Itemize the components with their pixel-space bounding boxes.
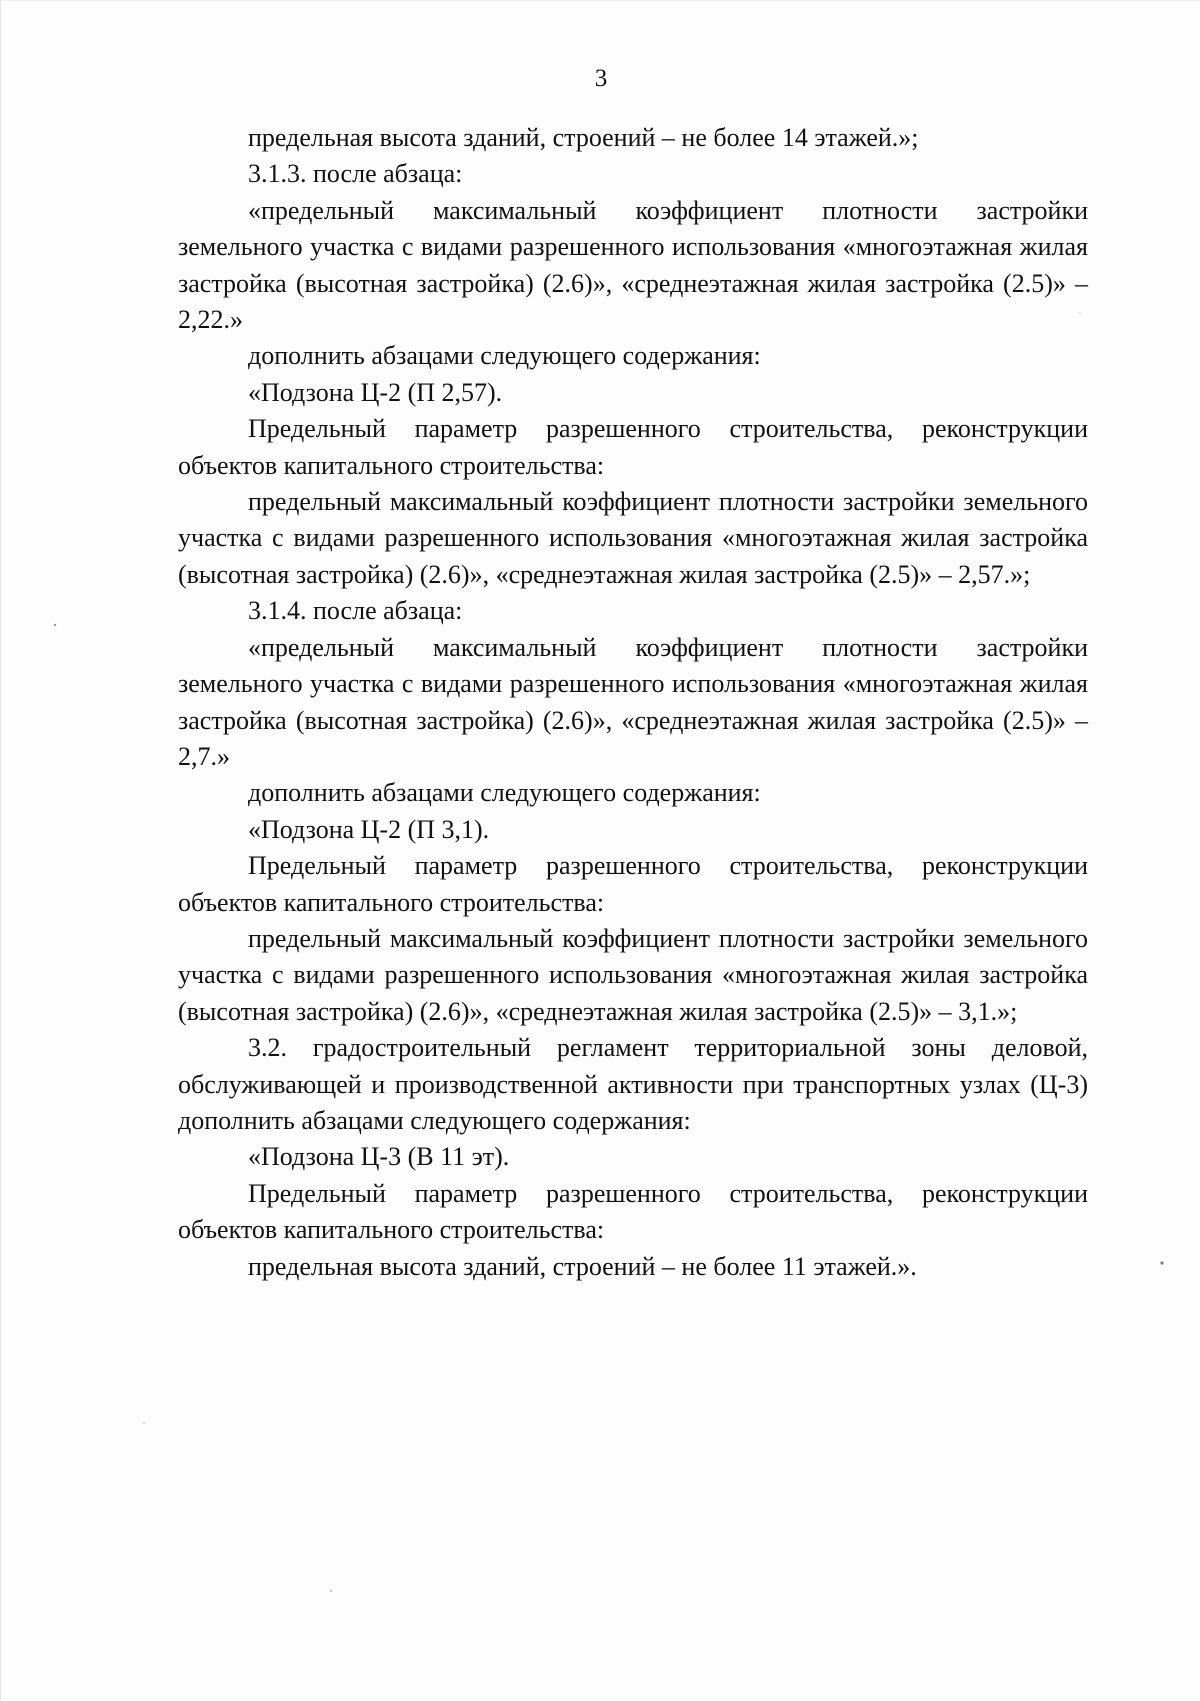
subzone-title: «Подзона Ц-3 (В 11 эт).	[248, 1142, 510, 1172]
page-number: 3	[594, 65, 608, 92]
paragraph: Предельный параметр разрешенного строительства, реконструкции объектов капитального строительства:	[178, 851, 1088, 917]
section-heading: 3.2. градостроительный регламент территориальной зоны деловой, обслуживающей и производственной активности при транспортных узлах (Ц-3) дополнить абзацами следующего содержания:	[178, 1033, 1088, 1135]
document-body	[178, 120, 1088, 1285]
paragraph: Предельный параметр разрешенного строительства, реконструкции объектов капитального строительства:	[178, 414, 1088, 480]
subzone-title: «Подзона Ц-2 (П 2,57).	[248, 377, 503, 407]
scan-speck	[54, 624, 56, 626]
paragraph: предельная высота зданий, строений – не более 14 этажей.»;	[248, 123, 919, 152]
quoted-paragraph: «предельный максимальный коэффициент плотности застройки земельного участка с видами разрешенного использования «многоэтажная жилая застройка (высотная застройка) (2.6)», «среднеэтажная жилая застройка (2.5)» – 2,22.»	[178, 195, 1088, 335]
section-heading: 3.1.4. после абзаца:	[248, 596, 463, 626]
scan-speck	[1160, 1261, 1163, 1264]
scan-speck	[143, 1422, 145, 1424]
subzone-title: «Подзона Ц-2 (П 3,1).	[248, 814, 490, 844]
scan-speck	[330, 1590, 332, 1592]
paragraph: предельный максимальный коэффициент плотности застройки земельного участка с видами разрешенного использования «многоэтажная жилая застройка (высотная застройка) (2.6)», «среднеэтажная жилая застройка (2.5)» – 2,57.»;	[178, 487, 1088, 589]
paragraph: предельный максимальный коэффициент плотности застройки земельного участка с видами разрешенного использования «многоэтажная жилая застройка (высотная застройка) (2.6)», «среднеэтажная жилая застройка (2.5)» – 3,1.»;	[178, 923, 1088, 1026]
paragraph: Предельный параметр разрешенного строительства, реконструкции объектов капитального строительства:	[178, 1178, 1088, 1245]
section-heading: 3.1.3. после абзаца:	[248, 159, 463, 189]
quoted-paragraph: «предельный максимальный коэффициент плотности застройки земельного участка с видами разрешенного использования «многоэтажная жилая застройка (высотная застройка) (2.6)», «среднеэтажная жилая застройка (2.5)» – 2,7.»	[178, 632, 1088, 771]
paragraph: дополнить абзацами следующего содержания:	[248, 778, 761, 808]
paragraph: предельная высота зданий, строений – не более 11 этажей.».	[248, 1251, 917, 1281]
paragraph: дополнить абзацами следующего содержания:	[248, 341, 761, 371]
